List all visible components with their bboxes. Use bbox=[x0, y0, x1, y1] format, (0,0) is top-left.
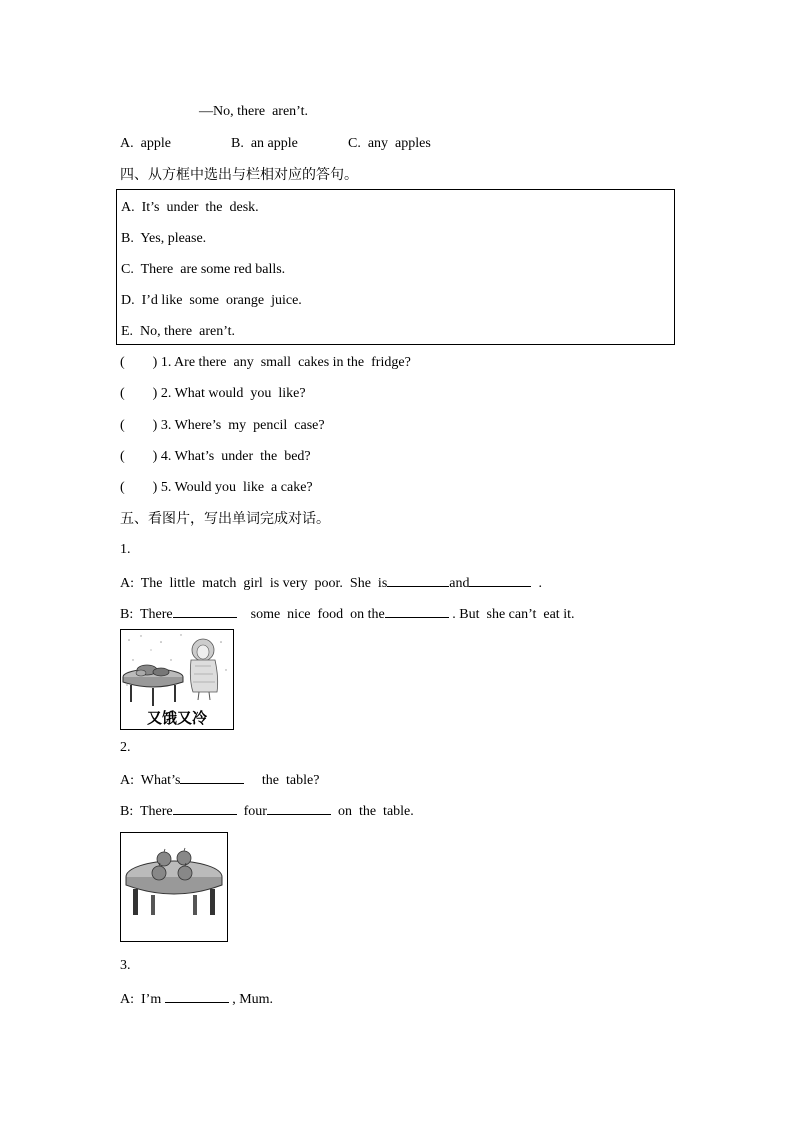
item2-line-a bbox=[120, 770, 319, 790]
box-option: C. There are some red balls. bbox=[121, 262, 286, 277]
text: B: There bbox=[120, 607, 173, 622]
blank-3[interactable] bbox=[173, 604, 237, 618]
text: B: There bbox=[120, 804, 173, 819]
box-option: D. I’d like some orange juice. bbox=[121, 293, 302, 308]
question-5: ( ) 5. Would you like a cake? bbox=[120, 480, 313, 495]
picture-table-apples bbox=[120, 832, 228, 942]
item1-number: 1. bbox=[120, 542, 131, 557]
answer-options-box bbox=[116, 189, 675, 345]
table-apples-illustration bbox=[121, 833, 227, 941]
item1-line-a bbox=[120, 573, 542, 593]
text: some nice food on the bbox=[250, 607, 385, 622]
item3-line-a bbox=[120, 989, 273, 1009]
box-option: B. Yes, please. bbox=[121, 231, 207, 246]
text: . bbox=[538, 576, 542, 591]
option-b: B. an apple bbox=[231, 136, 298, 151]
text: the table? bbox=[261, 773, 320, 788]
question-3: ( ) 3. Where’s my pencil case? bbox=[120, 418, 325, 433]
picture-hungry-cold-girl bbox=[120, 629, 234, 730]
option-c: C. any apples bbox=[348, 136, 431, 151]
section4-title: 四、从方框中选出与栏相对应的答句。 bbox=[120, 167, 358, 183]
blank-8[interactable] bbox=[165, 989, 229, 1003]
item1-line-b bbox=[120, 604, 574, 624]
option-a: A. apple bbox=[120, 136, 171, 151]
text: A: I’m bbox=[120, 992, 162, 1007]
text: A: What’s bbox=[120, 773, 181, 788]
question-1: ( ) 1. Are there any small cakes in the fridge? bbox=[120, 355, 411, 370]
question-2: ( ) 2. What would you like? bbox=[120, 386, 306, 401]
section5-title: 五、看图片，写出单词完成对话。 bbox=[120, 511, 330, 527]
text: and bbox=[449, 576, 470, 591]
blank-1[interactable] bbox=[387, 573, 449, 587]
text: A: The little match girl is very poor. She is bbox=[120, 576, 388, 591]
text: four bbox=[243, 804, 267, 819]
text: on the table. bbox=[337, 804, 414, 819]
blank-2[interactable] bbox=[469, 573, 531, 587]
top-answer: —No, there aren’t. bbox=[199, 104, 308, 119]
blank-4[interactable] bbox=[385, 604, 449, 618]
question-4: ( ) 4. What’s under the bed? bbox=[120, 449, 311, 464]
item2-line-b bbox=[120, 801, 414, 821]
item3-number: 3. bbox=[120, 958, 131, 973]
picture-caption: 又饿又冷 bbox=[146, 709, 208, 727]
box-option: E. No, there aren’t. bbox=[121, 324, 236, 339]
item2-number: 2. bbox=[120, 740, 131, 755]
blank-6[interactable] bbox=[173, 801, 237, 815]
text: , Mum. bbox=[232, 992, 274, 1007]
blank-7[interactable] bbox=[267, 801, 331, 815]
box-option: A. It’s under the desk. bbox=[121, 200, 259, 215]
text: . But she can’t eat it. bbox=[452, 607, 575, 622]
blank-5[interactable] bbox=[180, 770, 244, 784]
girl-table-illustration bbox=[121, 630, 233, 729]
